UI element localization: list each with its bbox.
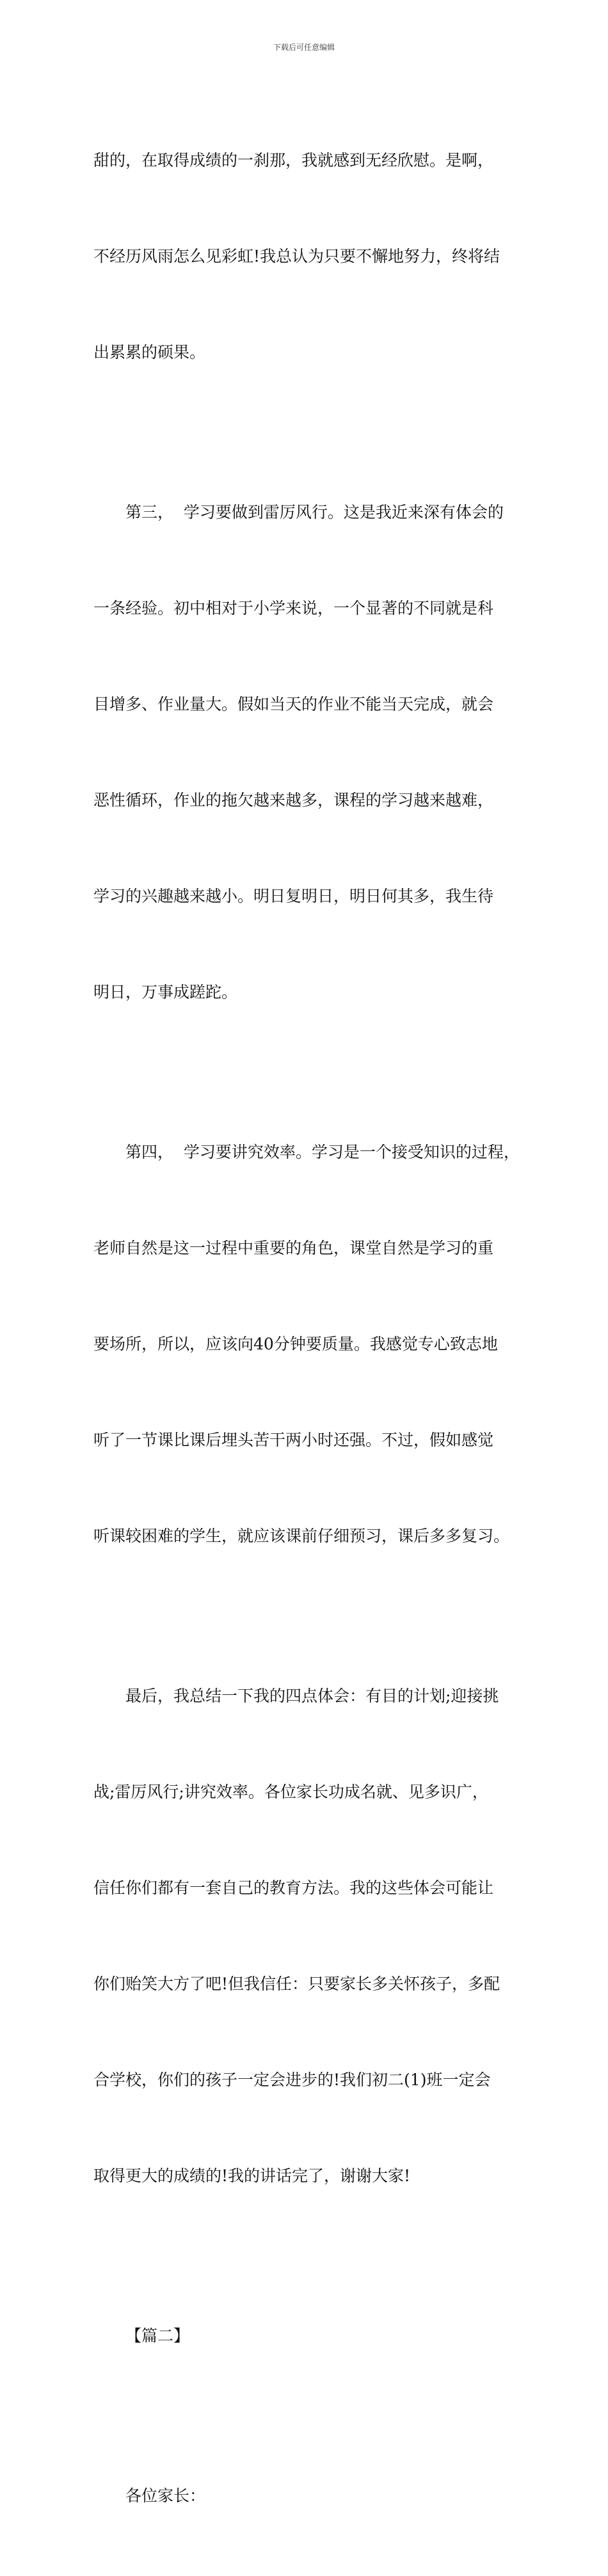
text-line: 听了一节课比课后埋头苦干两小时还强。不过，假如感觉 (93, 1431, 494, 1449)
text-line: 合学校，你们的孩子一定会进步的!我们初二(1)班一定会 (93, 2071, 491, 2089)
text-line: 取得更大的成绩的!我的讲话完了，谢谢大家! (93, 2167, 411, 2185)
text-line: 要场所，所以，应该向40分钟要质量。我感觉专心致志地 (93, 1335, 498, 1353)
text-line: 目增多、作业量大。假如当天的作业不能当天完成，就会 (93, 695, 494, 713)
section-heading (93, 2256, 529, 2416)
text-line: 【篇二】 (125, 2326, 190, 2345)
text-line: 恶性循环，作业的拖欠越来越多，课程的学习越来越难， (93, 791, 494, 809)
text-line: 学习的兴趣越来越小。明日复明日，明日何其多，我生待 (93, 887, 494, 905)
paragraph-summary (93, 1616, 529, 2256)
text-line: 战;雷厉风行;讲究效率。各位家长功成名就、见多识广， (93, 1783, 488, 1801)
text-line: 最后，我总结一下我的四点体会：有目的计划;迎接挑 (125, 1687, 499, 1705)
text-line: 各位家长： (125, 2486, 206, 2505)
page-header: 下载后可任意编辑 (273, 43, 335, 52)
paragraph-continuation (93, 81, 529, 433)
paragraph-fourth-point (93, 1072, 529, 1616)
text-line: 甜的，在取得成绩的一刹那，我就感到无经欣慰。是啊， (93, 151, 494, 170)
text-line: 第四， 学习要讲究效率。学习是一个接受知识的过程， (125, 1143, 520, 1161)
text-line: 老师自然是这一过程中重要的角色，课堂自然是学习的重 (93, 1239, 494, 1257)
paragraph-third-point (93, 433, 529, 1072)
salutation (93, 2416, 529, 2576)
document-body (93, 81, 529, 2576)
text-line: 信任你们都有一套自己的教育方法。我的这些体会可能让 (93, 1879, 494, 1897)
text-line: 听课较困难的学生，就应该课前仔细预习，课后多多复习。 (93, 1527, 510, 1545)
text-line: 一条经验。初中相对于小学来说，一个显著的不同就是科 (93, 599, 494, 617)
text-line: 第三， 学习要做到雷厉风行。这是我近来深有体会的 (125, 503, 504, 521)
text-line: 你们贻笑大方了吧!但我信任：只要家长多关怀孩子，多配 (93, 1975, 500, 1993)
text-line: 明日，万事成蹉跎。 (93, 983, 238, 1001)
text-line: 出累累的硕果。 (93, 343, 206, 362)
text-line: 不经历风雨怎么见彩虹!我总认为只要不懈地努力，终将结 (93, 247, 500, 266)
